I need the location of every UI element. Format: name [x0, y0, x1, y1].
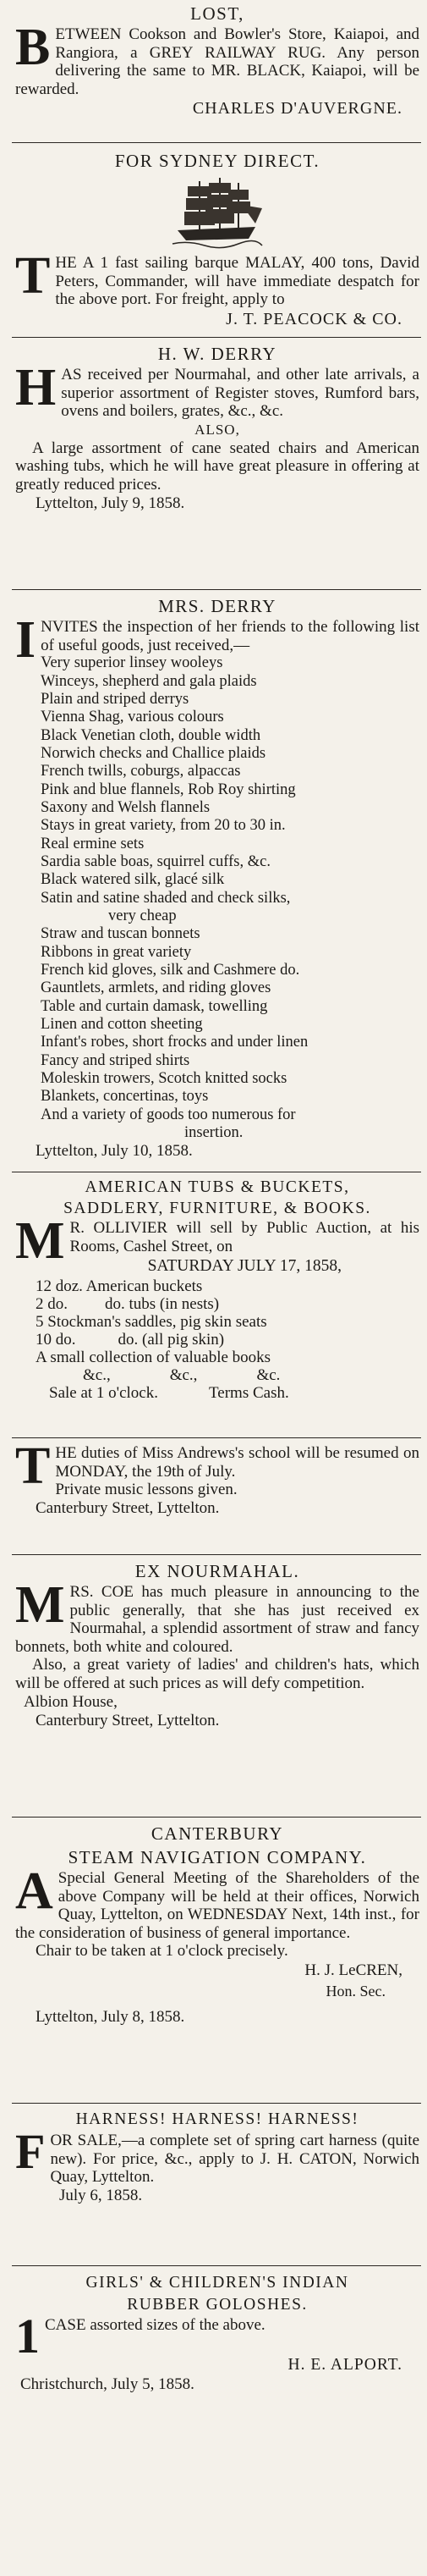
lost-advert [15, 2, 419, 119]
goloshes-drop-cap: 1 [15, 2308, 40, 2364]
list-item: Stays in great variety, from 20 to 30 in. [41, 817, 286, 835]
hwderry-text2: A large assortment of cane seated chairs and American washing tubs, which he will have great pleasure in offering at greatly reduced prices. [15, 439, 419, 494]
tubs-sale-terms: Sale at 1 o'clock. Terms Cash. [49, 1384, 289, 1403]
hwderry-heading: H. W. DERRY [157, 344, 277, 364]
lost-signature: CHARLES D'AUVERGNE. [192, 99, 402, 119]
tubs-line: A small collection of valuable books [36, 1349, 271, 1367]
list-item: Ribbons in great variety [41, 943, 192, 961]
canterbury-text: Special General Meeting of the Shareholders of the above Company will be held at their offices, Norwich Quay, Lyttelton, on WEDNESDAY Next, 14th inst., for the consideration of business of general importance. [15, 1869, 419, 1942]
tubs-sale-day: SATURDAY JULY 17, 1858, [147, 1257, 342, 1276]
hwderry-advert [15, 342, 419, 513]
list-item: French kid gloves, silk and Cashmere do. [41, 962, 300, 979]
tubs-drop-cap: M [15, 1212, 65, 1270]
sydney-advert [15, 149, 419, 329]
tubs-etc: &c., &c., &c. [83, 1366, 281, 1385]
list-item: Linen and cotton sheeting [41, 1016, 203, 1034]
list-item: Winceys, shepherd and gala plaids [41, 672, 257, 690]
mrsderry-list [15, 654, 419, 1142]
harness-text: OR SALE,—a complete set of spring cart harness (quite new). For price, &c., apply to J. H. CATON, Norwich Quay, Lyttelton. [50, 2132, 419, 2187]
divider [12, 2265, 421, 2266]
list-item: Pink and blue flannels, Rob Roy shirting [41, 781, 296, 798]
list-item: French twills, coburgs, alpaccas [41, 763, 241, 781]
list-item: Gauntlets, armlets, and riding gloves [41, 979, 271, 997]
ship-illustration [171, 174, 264, 252]
sydney-heading: FOR SYDNEY DIRECT. [114, 151, 320, 171]
list-item: Fancy and striped shirts [41, 1051, 190, 1069]
list-item: Norwich checks and Challice plaids [41, 744, 266, 762]
coe-heading: EX NOURMAHAL. [134, 1561, 300, 1581]
mrsderry-drop-cap: I [15, 611, 36, 669]
goloshes-advert [15, 2272, 419, 2394]
list-item: Table and curtain damask, towelling [41, 997, 268, 1015]
goloshes-heading-2: RUBBER GOLOSHES. [127, 2296, 308, 2314]
school-text: HE duties of Miss Andrews's school will be resumed on MONDAY, the 19th of July. [55, 1444, 419, 1481]
canterbury-heading-1: CANTERBURY [151, 1823, 284, 1844]
divider [12, 1437, 421, 1438]
list-item: insertion. [184, 1124, 244, 1142]
tubs-line: 5 Stockman's saddles, pig skin seats [36, 1313, 267, 1332]
divider [12, 589, 421, 590]
mrsderry-intro: NVITES the inspection of her friends to the following list of useful goods, just received,— [41, 618, 419, 654]
hwderry-also: ALSO, [194, 421, 240, 438]
list-item: very cheap [108, 907, 177, 924]
lost-text: ETWEEN Cookson and Bowler's Store, Kaiapoi, and Rangiora, a GREY RAILWAY RUG. Any person delivering the same to MR. BLACK, Kaiapoi, will be rewarded. [15, 25, 419, 98]
list-item: Very superior linsey wooleys [41, 654, 223, 672]
canterbury-drop-cap: A [15, 1862, 53, 1920]
list-item: Blankets, concertinas, toys [41, 1088, 209, 1106]
divider [12, 2103, 421, 2104]
list-item: Vienna Shag, various colours [41, 709, 224, 726]
coe-address: Canterbury Street, Lyttelton. [36, 1711, 220, 1729]
divider [12, 337, 421, 338]
list-item: Plain and striped derrys [41, 690, 189, 708]
tubs-heading-2: SADDLERY, FURNITURE, & BOOKS. [63, 1200, 371, 1217]
divider [12, 142, 421, 143]
list-item: And a variety of goods too numerous for [41, 1106, 296, 1123]
tubs-advert [15, 1177, 419, 1403]
sydney-signature: J. T. PEACOCK & CO. [226, 309, 402, 328]
school-private: Private music lessons given. [55, 1481, 238, 1499]
divider [12, 1554, 421, 1555]
list-item: Black watered silk, glacé silk [41, 871, 225, 889]
hwderry-drop-cap: H [15, 359, 57, 416]
lost-heading: LOST, [190, 3, 244, 24]
canterbury-sig-title: Hon. Sec. [326, 1983, 386, 2000]
canterbury-signature: H. J. LeCREN, [304, 1961, 402, 1980]
coe-advert [15, 1559, 419, 1730]
coe-drop-cap: M [15, 1576, 65, 1634]
sydney-drop-cap: T [15, 247, 51, 305]
lost-drop-cap: B [15, 19, 51, 76]
tubs-text: R. OLLIVIER will sell by Public Auction, at his Rooms, Cashel Street, on [69, 1219, 419, 1255]
canterbury-heading-2: STEAM NAVIGATION COMPANY. [68, 1847, 367, 1867]
list-item: Satin and satine shaded and check silks, [41, 889, 291, 907]
tubs-line: 12 doz. American buckets [36, 1277, 203, 1296]
tubs-heading-1: AMERICAN TUBS & BUCKETS, [85, 1178, 350, 1196]
list-item: Saxony and Welsh flannels [41, 798, 211, 816]
canterbury-chair: Chair to be taken at 1 o'clock precisely. [36, 1942, 288, 1961]
tubs-line: 10 do. do. (all pig skin) [36, 1331, 225, 1349]
canterbury-advert [15, 1822, 419, 2027]
harness-heading: HARNESS! HARNESS! HARNESS! [75, 2110, 359, 2128]
school-drop-cap: T [15, 1437, 51, 1495]
coe-house: Albion House, [24, 1692, 118, 1711]
coe-text2: Also, a great variety of ladies' and children's hats, which will be offered at such prices as will defy competition. [15, 1656, 419, 1692]
school-advert [15, 1437, 419, 1518]
divider [12, 1817, 421, 1818]
list-item: Moleskin trowers, Scotch knitted socks [41, 1070, 287, 1088]
goloshes-signature: H. E. ALPORT. [287, 2356, 402, 2374]
goloshes-text: CASE assorted sizes of the above. [45, 2316, 266, 2334]
mrsderry-advert [15, 594, 419, 1161]
hwderry-date: Lyttelton, July 9, 1858. [36, 494, 185, 512]
mrsderry-date: Lyttelton, July 10, 1858. [36, 1142, 193, 1161]
goloshes-heading-1: GIRLS' & CHILDREN'S INDIAN [85, 2274, 349, 2292]
list-item: Infant's robes, short frocks and under linen [41, 1034, 309, 1051]
harness-drop-cap: F [15, 2124, 46, 2179]
list-item: Black Venetian cloth, double width [41, 726, 261, 744]
mrsderry-heading: MRS. DERRY [158, 596, 276, 616]
harness-date: July 6, 1858. [59, 2186, 143, 2204]
harness-advert [15, 2108, 419, 2205]
canterbury-date: Lyttelton, July 8, 1858. [36, 2008, 185, 2027]
coe-text: RS. COE has much pleasure in announcing to the public generally, that she has just received ex Nourmahal, a splendid assortment of straw and fancy bonnets, both white and coloured. [15, 1583, 419, 1656]
tubs-line: 2 do. do. tubs (in nests) [36, 1295, 220, 1314]
goloshes-date: Christchurch, July 5, 1858. [20, 2375, 194, 2393]
school-address: Canterbury Street, Lyttelton. [36, 1499, 220, 1518]
hwderry-text: AS received per Nourmahal, and other late arrivals, a superior assortment of Register stoves, Rumford bars, ovens and boilers, grates, &c., &c. [61, 366, 419, 421]
sydney-text: HE A 1 fast sailing barque MALAY, 400 tons, David Peters, Commander, will have immediate despatch for the above port. For freight, apply to [55, 254, 419, 309]
list-item: Straw and tuscan bonnets [41, 925, 200, 943]
list-item: Real ermine sets [41, 835, 145, 852]
list-item: Sardia sable boas, squirrel cuffs, &c. [41, 852, 271, 870]
